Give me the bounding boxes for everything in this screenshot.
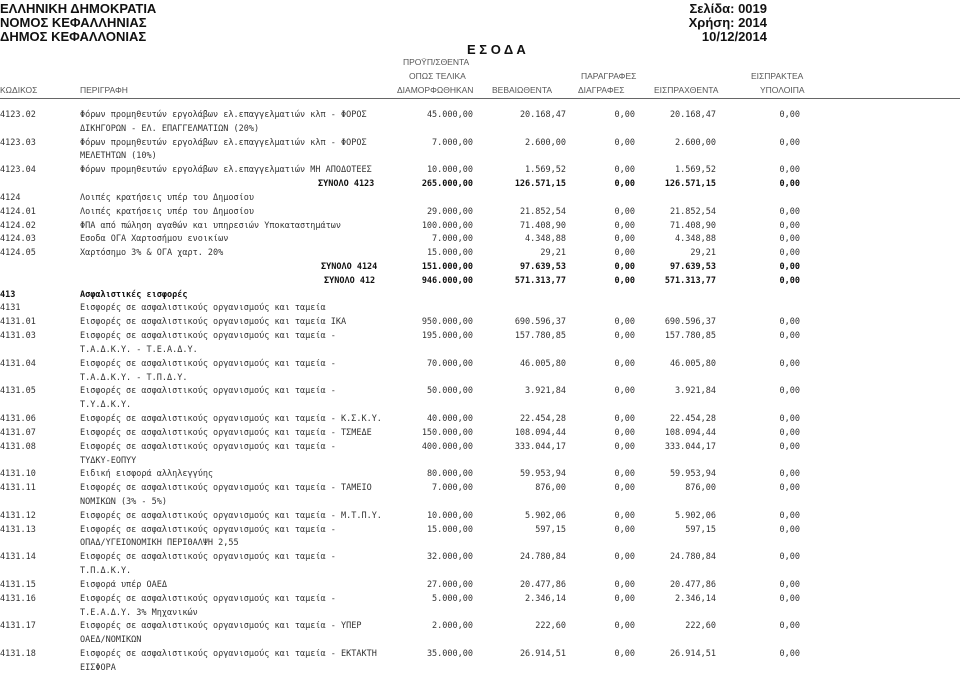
- account-code: 4131.03: [0, 331, 36, 341]
- account-description: Εισφορές σε ασφαλιστικούς οργανισμούς και ταμεία -: [80, 386, 336, 396]
- deletions-value: 0,00: [614, 221, 635, 231]
- remaining-value: 0,00: [779, 276, 800, 286]
- account-code: 4131: [0, 303, 21, 313]
- account-description: Τ.Υ.Δ.Κ.Υ.: [80, 400, 132, 410]
- remaining-value: 0,00: [779, 138, 800, 148]
- collected-value: 5.902,06: [675, 511, 716, 521]
- account-description: Τ.Π.Δ.Κ.Υ.: [80, 566, 132, 576]
- deletions-value: 0,00: [614, 552, 635, 562]
- deletions-value: 0,00: [614, 359, 635, 369]
- remaining-value: 0,00: [779, 621, 800, 631]
- account-description: ΦΠΑ από πώληση αγαθών και υπηρεσιών Υποκαταστημάτων: [80, 221, 341, 231]
- account-code: 4124.05: [0, 248, 36, 258]
- certified-value: 97.639,53: [519, 262, 566, 272]
- account-description: Λοιπές κρατήσεις υπέρ του Δημοσίου: [80, 193, 254, 203]
- deletions-value: 0,00: [614, 621, 635, 631]
- account-code: 4131.13: [0, 525, 36, 535]
- budgeted-value: 265.000,00: [421, 179, 473, 189]
- collected-value: 2.600,00: [675, 138, 716, 148]
- total-label: ΣΥΝΟΛΟ 412: [324, 276, 376, 286]
- account-code: 4131.07: [0, 428, 36, 438]
- budgeted-value: 10.000,00: [426, 165, 473, 175]
- collected-value: 20.477,86: [669, 580, 716, 590]
- certified-value: 3.921,84: [525, 386, 566, 396]
- collected-value: 571.313,77: [664, 276, 716, 286]
- account-code: 413: [0, 290, 16, 300]
- account-description: Εσοδα ΟΓΑ Χαρτοσήμου ενοικίων: [80, 234, 229, 244]
- account-description: Τ.Ε.Α.Δ.Υ. 3% Μηχανικών: [80, 608, 198, 618]
- collected-value: 2.346,14: [675, 594, 716, 604]
- deletions-value: 0,00: [614, 428, 635, 438]
- account-code: 4123.04: [0, 165, 36, 175]
- remaining-value: 0,00: [779, 110, 800, 120]
- collected-value: 97.639,53: [669, 262, 716, 272]
- deletions-value: 0,00: [614, 276, 635, 286]
- budgeted-value: 946.000,00: [421, 276, 473, 286]
- account-code: 4124.01: [0, 207, 36, 217]
- account-description: Εισφορά υπέρ ΟΑΕΔ: [80, 580, 167, 590]
- budgeted-value: 950.000,00: [421, 317, 473, 327]
- account-code: 4131.16: [0, 594, 36, 604]
- certified-value: 4.348,88: [525, 234, 566, 244]
- account-description: Εισφορές σε ασφαλιστικούς οργανισμούς και ταμεία -: [80, 552, 336, 562]
- certified-value: 690.596,37: [514, 317, 566, 327]
- budgeted-value: 15.000,00: [426, 525, 473, 535]
- account-description: Τ.Α.Δ.Κ.Υ. - Τ.Π.Δ.Υ.: [80, 373, 188, 383]
- account-description: Εισφορές σε ασφαλιστικούς οργανισμούς και ταμεία -: [80, 359, 336, 369]
- collected-value: 157.780,85: [664, 331, 716, 341]
- remaining-value: 0,00: [779, 331, 800, 341]
- remaining-value: 0,00: [779, 580, 800, 590]
- budgeted-value: 7.000,00: [432, 234, 473, 244]
- collected-value: 20.168,47: [669, 110, 716, 120]
- account-description: Εισφορές σε ασφαλιστικούς οργανισμούς και ταμεία -: [80, 594, 336, 604]
- certified-value: 21.852,54: [519, 207, 566, 217]
- deletions-value: 0,00: [614, 483, 635, 493]
- account-description: Τ.Α.Δ.Κ.Υ. - Τ.Ε.Α.Δ.Υ.: [80, 345, 198, 355]
- certified-value: 5.902,06: [525, 511, 566, 521]
- account-description: ΝΟΜΙΚΩΝ (3% - 5%): [80, 497, 167, 507]
- certified-value: 46.005,80: [519, 359, 566, 369]
- certified-value: 222,60: [535, 621, 566, 631]
- budgeted-value: 150.000,00: [421, 428, 473, 438]
- remaining-value: 0,00: [779, 469, 800, 479]
- account-code: 4131.06: [0, 414, 36, 424]
- account-code: 4131.17: [0, 621, 36, 631]
- collected-value: 222,60: [685, 621, 716, 631]
- account-description: Εισφορές σε ασφαλιστικούς οργανισμούς και ταμεία - ΥΠΕΡ: [80, 621, 362, 631]
- collected-value: 1.569,52: [675, 165, 716, 175]
- collected-value: 597,15: [685, 525, 716, 535]
- remaining-value: 0,00: [779, 165, 800, 175]
- remaining-value: 0,00: [779, 525, 800, 535]
- account-code: 4131.14: [0, 552, 36, 562]
- certified-value: 333.044,17: [514, 442, 566, 452]
- header-divider: [0, 98, 960, 99]
- collected-value: 59.953,94: [669, 469, 716, 479]
- account-code: 4123.02: [0, 110, 36, 120]
- deletions-value: 0,00: [614, 414, 635, 424]
- account-description: ΤΥΔΚΥ-ΕΟΠΥΥ: [80, 456, 137, 466]
- budgeted-value: 35.000,00: [426, 649, 473, 659]
- certified-value: 29,21: [540, 248, 566, 258]
- deletions-value: 0,00: [614, 138, 635, 148]
- collected-value: 126.571,15: [664, 179, 716, 189]
- account-description: Ασφαλιστικές εισφορές: [80, 290, 188, 300]
- account-description: Ειδική εισφορά αλληλεγγύης: [80, 469, 214, 479]
- prefecture-name: ΝΟΜΟΣ ΚΕΦΑΛΛΗΝΙΑΣ: [0, 15, 147, 30]
- certified-value: 126.571,15: [514, 179, 566, 189]
- collected-value: 108.094,44: [664, 428, 716, 438]
- account-description: ΔΙΚΗΓΟΡΩΝ - ΕΛ. ΕΠΑΓΓΕΛΜΑΤΙΩΝ (20%): [80, 124, 260, 134]
- account-code: 4131.18: [0, 649, 36, 659]
- deletions-value: 0,00: [614, 110, 635, 120]
- account-description: Εισφορές σε ασφαλιστικούς οργανισμούς και ταμεία -: [80, 331, 336, 341]
- certified-value: 597,15: [535, 525, 566, 535]
- col-header-remaining: ΥΠΟΛΟΙΠΑ: [760, 85, 805, 95]
- remaining-value: 0,00: [779, 442, 800, 452]
- collected-value: 29,21: [690, 248, 716, 258]
- certified-value: 71.408,90: [519, 221, 566, 231]
- account-description: Φόρων προμηθευτών εργολάβων ελ.επαγγελματιών κλπ - ΦΟΡΟΣ: [80, 110, 367, 120]
- budgeted-value: 80.000,00: [426, 469, 473, 479]
- account-code: 4131.11: [0, 483, 36, 493]
- account-code: 4131.05: [0, 386, 36, 396]
- deletions-value: 0,00: [614, 179, 635, 189]
- remaining-value: 0,00: [779, 179, 800, 189]
- deletions-value: 0,00: [614, 234, 635, 244]
- col-header-receivable: ΕΙΣΠΡΑΚΤΕΑ: [751, 71, 804, 81]
- budgeted-value: 15.000,00: [426, 248, 473, 258]
- deletions-value: 0,00: [614, 262, 635, 272]
- account-description: ΟΠΑΔ/ΥΓΕΙΟΝΟΜΙΚΗ ΠΕΡΙΘΑΛΨΗ 2,55: [80, 538, 239, 548]
- certified-value: 2.346,14: [525, 594, 566, 604]
- account-code: 4131.10: [0, 469, 36, 479]
- certified-value: 157.780,85: [514, 331, 566, 341]
- budgeted-value: 100.000,00: [421, 221, 473, 231]
- deletions-value: 0,00: [614, 594, 635, 604]
- account-description: Λοιπές κρατήσεις υπέρ του Δημοσίου: [80, 207, 254, 217]
- account-code: 4131.08: [0, 442, 36, 452]
- deletions-value: 0,00: [614, 165, 635, 175]
- account-code: 4124.03: [0, 234, 36, 244]
- certified-value: 2.600,00: [525, 138, 566, 148]
- col-header-budgeted: ΠΡΟΫΠ/ΣΘΕΝΤΑ: [403, 57, 470, 67]
- col-header-description: ΠΕΡΙΓΡΑΦΗ: [80, 85, 128, 95]
- budgeted-value: 45.000,00: [426, 110, 473, 120]
- certified-value: 20.477,86: [519, 580, 566, 590]
- remaining-value: 0,00: [779, 386, 800, 396]
- budgeted-value: 27.000,00: [426, 580, 473, 590]
- remaining-value: 0,00: [779, 234, 800, 244]
- remaining-value: 0,00: [779, 207, 800, 217]
- account-description: Εισφορές σε ασφαλιστικούς οργανισμούς και ταμεία: [80, 303, 326, 313]
- budgeted-value: 10.000,00: [426, 511, 473, 521]
- certified-value: 876,00: [535, 483, 566, 493]
- budgeted-value: 151.000,00: [421, 262, 473, 272]
- deletions-value: 0,00: [614, 525, 635, 535]
- account-description: ΟΑΕΔ/ΝΟΜΙΚΩΝ: [80, 635, 142, 645]
- deletions-value: 0,00: [614, 580, 635, 590]
- collected-value: 3.921,84: [675, 386, 716, 396]
- remaining-value: 0,00: [779, 552, 800, 562]
- remaining-value: 0,00: [779, 594, 800, 604]
- remaining-value: 0,00: [779, 483, 800, 493]
- remaining-value: 0,00: [779, 511, 800, 521]
- account-code: 4131.12: [0, 511, 36, 521]
- budgeted-value: 7.000,00: [432, 138, 473, 148]
- certified-value: 571.313,77: [514, 276, 566, 286]
- remaining-value: 0,00: [779, 359, 800, 369]
- collected-value: 46.005,80: [669, 359, 716, 369]
- remaining-value: 0,00: [779, 221, 800, 231]
- account-code: 4131.01: [0, 317, 36, 327]
- certified-value: 22.454,28: [519, 414, 566, 424]
- account-description: ΕΙΣΦΟΡΑ: [80, 663, 116, 673]
- col-header-final: ΟΠΩΣ ΤΕΛΙΚΑ: [409, 71, 466, 81]
- certified-value: 26.914,51: [519, 649, 566, 659]
- collected-value: 26.914,51: [669, 649, 716, 659]
- deletions-value: 0,00: [614, 649, 635, 659]
- account-description: Εισφορές σε ασφαλιστικούς οργανισμούς και ταμεία - Μ.Τ.Π.Υ.: [80, 511, 382, 521]
- page-number: Σελίδα: 0019: [689, 1, 767, 16]
- account-description: Εισφορές σε ασφαλιστικούς οργανισμούς και ταμεία - Κ.Σ.Κ.Υ.: [80, 414, 382, 424]
- collected-value: 24.780,84: [669, 552, 716, 562]
- account-description: Εισφορές σε ασφαλιστικούς οργανισμούς και ταμεία ΙΚΑ: [80, 317, 347, 327]
- account-description: Εισφορές σε ασφαλιστικούς οργανισμούς και ταμεία -: [80, 442, 336, 452]
- remaining-value: 0,00: [779, 428, 800, 438]
- col-header-paragraphs: ΠΑΡΑΓΡΑΦΕΣ: [581, 71, 637, 81]
- budgeted-value: 400.000,00: [421, 442, 473, 452]
- col-header-formed: ΔΙΑΜΟΡΦΩΘΗΚΑΝ: [397, 85, 474, 95]
- collected-value: 4.348,88: [675, 234, 716, 244]
- account-description: ΜΕΛΕΤΗΤΩΝ (10%): [80, 151, 157, 161]
- collected-value: 876,00: [685, 483, 716, 493]
- account-description: Εισφορές σε ασφαλιστικούς οργανισμούς και ταμεία - ΕΚΤΑΚΤΗ: [80, 649, 377, 659]
- account-description: Φόρων προμηθευτών εργολάβων ελ.επαγγελματιών κλπ - ΦΟΡΟΣ: [80, 138, 367, 148]
- account-code: 4131.04: [0, 359, 36, 369]
- deletions-value: 0,00: [614, 248, 635, 258]
- total-label: ΣΥΝΟΛΟ 4123: [318, 179, 375, 189]
- account-code: 4124.02: [0, 221, 36, 231]
- collected-value: 333.044,17: [664, 442, 716, 452]
- account-code: 4131.15: [0, 580, 36, 590]
- collected-value: 71.408,90: [669, 221, 716, 231]
- collected-value: 22.454,28: [669, 414, 716, 424]
- deletions-value: 0,00: [614, 469, 635, 479]
- certified-value: 108.094,44: [514, 428, 566, 438]
- certified-value: 59.953,94: [519, 469, 566, 479]
- municipality-name: ΔΗΜΟΣ ΚΕΦΑΛΛΟΝΙΑΣ: [0, 29, 147, 44]
- remaining-value: 0,00: [779, 414, 800, 424]
- budgeted-value: 32.000,00: [426, 552, 473, 562]
- collected-value: 690.596,37: [664, 317, 716, 327]
- account-code: 4124: [0, 193, 21, 203]
- account-description: Εισφορές σε ασφαλιστικούς οργανισμούς και ταμεία -: [80, 525, 336, 535]
- account-description: Φόρων προμηθευτών εργολάβων ελ.επαγγελματιών ΜΗ ΑΠΟΔΟΤΕΕΣ: [80, 165, 372, 175]
- deletions-value: 0,00: [614, 331, 635, 341]
- remaining-value: 0,00: [779, 649, 800, 659]
- certified-value: 1.569,52: [525, 165, 566, 175]
- deletions-value: 0,00: [614, 442, 635, 452]
- account-code: 4123.03: [0, 138, 36, 148]
- account-description: Χαρτόσημο 3% & ΟΓΑ χαρτ. 20%: [80, 248, 224, 258]
- total-label: ΣΥΝΟΛΟ 4124: [321, 262, 378, 272]
- certified-value: 24.780,84: [519, 552, 566, 562]
- remaining-value: 0,00: [779, 248, 800, 258]
- fiscal-year: Χρήση: 2014: [688, 15, 767, 30]
- budgeted-value: 40.000,00: [426, 414, 473, 424]
- col-header-collected: ΕΙΣΠΡΑΧΘΕΝΤΑ: [654, 85, 719, 95]
- col-header-code: ΚΩΔΙΚΟΣ: [0, 85, 38, 95]
- deletions-value: 0,00: [614, 317, 635, 327]
- col-header-deletions: ΔΙΑΓΡΑΦΕΣ: [578, 85, 625, 95]
- budgeted-value: 7.000,00: [432, 483, 473, 493]
- budgeted-value: 70.000,00: [426, 359, 473, 369]
- deletions-value: 0,00: [614, 207, 635, 217]
- report-title: Ε Σ Ο Δ Α: [467, 42, 526, 57]
- account-description: Εισφορές σε ασφαλιστικούς οργανισμούς και ταμεία - ΤΑΜΕΙΟ: [80, 483, 372, 493]
- budgeted-value: 195.000,00: [421, 331, 473, 341]
- col-header-certified: ΒΕΒΑΙΩΘΕΝΤΑ: [492, 85, 553, 95]
- deletions-value: 0,00: [614, 386, 635, 396]
- budgeted-value: 50.000,00: [426, 386, 473, 396]
- report-date: 10/12/2014: [701, 29, 767, 44]
- budgeted-value: 29.000,00: [426, 207, 473, 217]
- deletions-value: 0,00: [614, 511, 635, 521]
- remaining-value: 0,00: [779, 262, 800, 272]
- remaining-value: 0,00: [779, 317, 800, 327]
- certified-value: 20.168,47: [519, 110, 566, 120]
- budgeted-value: 2.000,00: [432, 621, 473, 631]
- budgeted-value: 5.000,00: [432, 594, 473, 604]
- collected-value: 21.852,54: [669, 207, 716, 217]
- state-name: ΕΛΛΗΝΙΚΗ ΔΗΜΟΚΡΑΤΙΑ: [0, 1, 157, 16]
- account-description: Εισφορές σε ασφαλιστικούς οργανισμούς και ταμεία - ΤΣΜΕΔΕ: [80, 428, 372, 438]
